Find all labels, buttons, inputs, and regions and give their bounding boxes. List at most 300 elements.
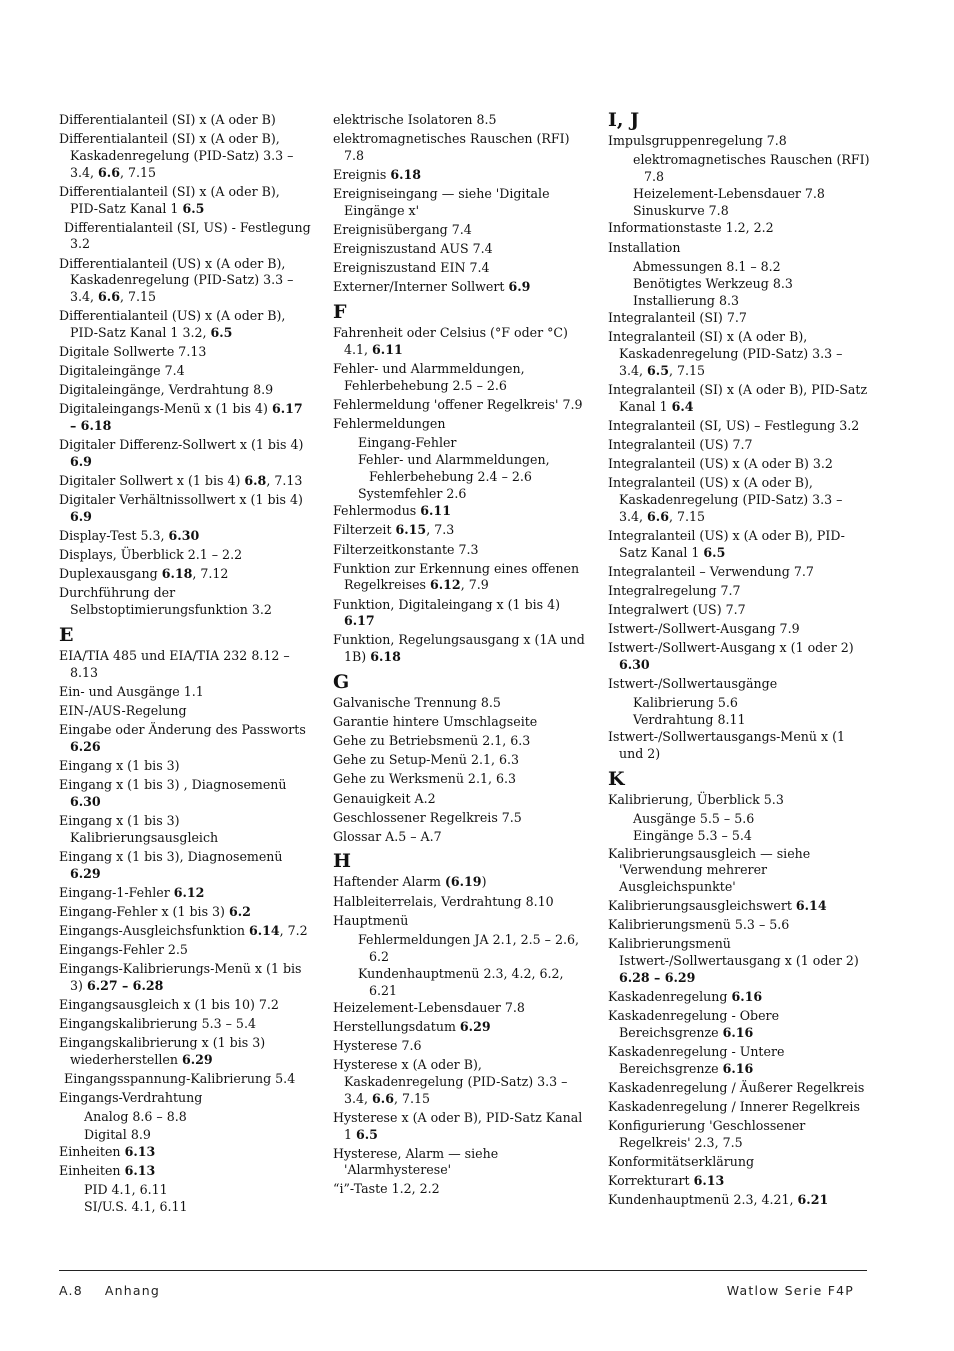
page-ref-bold: 6.30 bbox=[70, 793, 101, 809]
index-entry bbox=[608, 240, 870, 257]
page-ref-bold: 6.8 bbox=[244, 473, 267, 489]
index-entry bbox=[608, 898, 870, 915]
index-entry bbox=[608, 564, 870, 581]
entry-text: Ein- und Ausgänge 1.1 bbox=[59, 683, 204, 699]
entry-text: Digitaleingänge, Verdrahtung 8.9 bbox=[59, 382, 274, 398]
index-subentry bbox=[608, 186, 870, 203]
index-entry bbox=[333, 695, 589, 712]
index-subentry bbox=[608, 203, 870, 220]
entry-text: Gehe zu Werksmenü 2.1, 6.3 bbox=[333, 771, 516, 787]
entry-text: Digitaleingangs-Menü x (1 bis 4) bbox=[59, 401, 272, 417]
entry-text: Integralregelung 7.7 bbox=[608, 582, 741, 598]
entry-text: Hysterese 7.6 bbox=[333, 1037, 422, 1053]
index-entry bbox=[59, 363, 311, 380]
entry-text: Eingangs-Fehler 2.5 bbox=[59, 942, 188, 958]
index-column-2 bbox=[333, 112, 589, 1201]
entry-text: Kalibrierungsmenü Istwert-/Sollwertausgang x (1 oder 2) bbox=[608, 936, 859, 969]
entry-text: Differentialanteil (SI) x (A oder B), PID-Satz Kanal 1 bbox=[59, 183, 280, 216]
page-ref-bold: 6.5 bbox=[182, 200, 205, 216]
index-entry bbox=[608, 1173, 870, 1190]
entry-text: Informationstaste 1.2, 2.2 bbox=[608, 220, 774, 236]
entry-text: Fehlermodus bbox=[333, 503, 421, 519]
entry-text: Kalibrierung 5.6 bbox=[633, 695, 738, 711]
entry-text: Eingang-Fehler bbox=[358, 435, 457, 451]
entry-text: Einheiten bbox=[59, 1143, 125, 1159]
index-entry bbox=[333, 1019, 589, 1036]
index-entry bbox=[59, 1071, 311, 1088]
index-entry bbox=[59, 703, 311, 720]
index-entry bbox=[608, 310, 870, 327]
page-ref-bold: 6.13 bbox=[124, 1162, 156, 1178]
entry-text: Haftender Alarm bbox=[333, 874, 445, 890]
entry-text: Eingangsspannung-Kalibrierung 5.4 bbox=[64, 1071, 296, 1087]
entry-text: Digital 8.9 bbox=[84, 1126, 151, 1142]
entry-text: Konfigurierung 'Geschlossener Regelkreis' 2.3, 7.5 bbox=[608, 1118, 806, 1150]
entry-text: Integralanteil (SI) x (A oder B), PID-Satz Kanal 1 bbox=[608, 381, 868, 414]
index-entry bbox=[59, 473, 311, 490]
page-ref-bold: 6.30 bbox=[168, 528, 200, 544]
entry-text: , 7.2 bbox=[279, 922, 308, 938]
index-letter-heading: E bbox=[59, 624, 74, 647]
entry-text: , 7.9 bbox=[460, 577, 489, 593]
entry-text: Eingangs-Kalibrierungs-Menü x (1 bis 3) bbox=[59, 961, 302, 993]
entry-text: Halbleiterrelais, Verdrahtung 8.10 bbox=[333, 893, 554, 909]
entry-text: Eingangsausgleich x (1 bis 10) 7.2 bbox=[59, 997, 279, 1013]
entry-text: Konformitätserklärung bbox=[608, 1154, 755, 1170]
entry-text: Filterzeit bbox=[333, 522, 396, 538]
entry-text: , 7.15 bbox=[119, 164, 157, 180]
index-entry bbox=[608, 676, 870, 693]
index-entry bbox=[333, 167, 589, 184]
page-ref-bold: 6.18 bbox=[390, 166, 422, 182]
entry-text: , 7.13 bbox=[266, 473, 303, 489]
entry-text: Korrekturart bbox=[608, 1173, 694, 1189]
entry-text: , 7.15 bbox=[393, 1090, 431, 1106]
index-letter-heading: I, J bbox=[608, 109, 640, 131]
page-ref-bold: 6.30 bbox=[619, 656, 650, 672]
page-ref-bold: 6.12 bbox=[173, 884, 205, 900]
index-entry bbox=[59, 1163, 311, 1180]
page-ref-bold: 6.17 – 6.18 bbox=[70, 401, 303, 434]
index-entry bbox=[608, 1154, 870, 1171]
index-entry bbox=[608, 456, 870, 473]
entry-text: Integralanteil (US) x (A oder B) 3.2 bbox=[608, 456, 833, 472]
page-ref-bold: 6.2 bbox=[228, 903, 251, 919]
index-entry bbox=[333, 1057, 589, 1107]
page-ref-bold: 6.14 bbox=[248, 922, 280, 938]
entry-text: Hysterese, Alarm — siehe 'Alarmhysterese' bbox=[333, 1145, 499, 1178]
index-entry bbox=[333, 542, 589, 559]
index-entry bbox=[59, 758, 311, 775]
index-subentry bbox=[608, 276, 870, 293]
page-ref-bold: 6.6 bbox=[647, 508, 669, 524]
page-ref-bold: 6.21 bbox=[797, 1192, 829, 1208]
index-entry bbox=[59, 492, 311, 526]
index-entry bbox=[608, 1044, 870, 1078]
entry-text: Filterzeitkonstante 7.3 bbox=[333, 541, 479, 557]
index-entry bbox=[608, 936, 870, 986]
entry-text: , 7.12 bbox=[192, 566, 229, 582]
index-letter-heading: K bbox=[608, 768, 625, 791]
index-entry bbox=[608, 1118, 870, 1152]
entry-text: Istwert-/Sollwert-Ausgang x (1 oder 2) bbox=[608, 640, 854, 656]
entry-text: Kaskadenregelung / Innerer Regelkreis bbox=[608, 1099, 860, 1115]
entry-text: Eingänge 5.3 – 5.4 bbox=[633, 828, 752, 844]
index-entry bbox=[333, 361, 589, 395]
index-entry bbox=[333, 771, 589, 788]
entry-text: Integralanteil (SI, US) – Festlegung 3.2 bbox=[608, 417, 860, 433]
page-ref-bold: 6.11 bbox=[420, 503, 451, 519]
entry-text: Eingang x (1 bis 3), Diagnosemenü bbox=[59, 848, 283, 864]
entry-text: Differentialanteil (US) x (A oder B), PID-Satz Kanal 1 3.2, bbox=[59, 308, 286, 341]
entry-text: Gehe zu Setup-Menü 2.1, 6.3 bbox=[333, 752, 520, 768]
index-entry bbox=[333, 714, 589, 731]
index-entry bbox=[608, 621, 870, 638]
entry-text: Eingangskalibrierung 5.3 – 5.4 bbox=[59, 1016, 256, 1032]
index-subentry bbox=[333, 435, 589, 452]
entry-text: Heizelement-Lebensdauer 7.8 bbox=[633, 186, 825, 202]
page-ref-bold: 6.29 bbox=[459, 1018, 491, 1034]
index-entry bbox=[59, 184, 311, 218]
entry-text: Funktion zur Erkennung eines offenen Regelkreises bbox=[333, 560, 580, 593]
index-entry bbox=[608, 1080, 870, 1097]
page-ref-bold: 6.26 bbox=[70, 738, 101, 754]
entry-text: Ereigniseingang — siehe 'Digitale Eingänge x' bbox=[333, 186, 550, 218]
entry-text: Eingang-1-Fehler bbox=[59, 884, 174, 900]
entry-text: Integralanteil – Verwendung 7.7 bbox=[608, 563, 814, 579]
index-entry bbox=[59, 684, 311, 701]
index-entry bbox=[333, 561, 589, 595]
index-entry bbox=[333, 829, 589, 846]
index-letter-heading: H bbox=[333, 850, 351, 873]
page-ref-bold: 6.4 bbox=[671, 398, 694, 414]
index-entry bbox=[333, 1110, 589, 1144]
entry-text: , 7.15 bbox=[668, 508, 706, 524]
page-ref-bold: 6.12 bbox=[430, 577, 461, 593]
entry-text: Kalibrierung, Überblick 5.3 bbox=[608, 792, 784, 808]
index-subentry bbox=[608, 828, 870, 845]
index-entry bbox=[59, 849, 311, 883]
entry-text: Fehlermeldung 'offener Regelkreis' 7.9 bbox=[333, 396, 583, 412]
index-entry bbox=[608, 220, 870, 237]
index-entry bbox=[59, 220, 311, 254]
entry-text: Integralanteil (SI) 7.7 bbox=[608, 310, 747, 326]
entry-text: Systemfehler 2.6 bbox=[358, 486, 467, 502]
entry-text: Digitale Sollwerte 7.13 bbox=[59, 344, 207, 360]
index-entry bbox=[59, 256, 311, 306]
index-subentry bbox=[59, 1182, 311, 1199]
index-entry bbox=[333, 810, 589, 827]
index-entry bbox=[608, 133, 870, 150]
entry-text: EIA/TIA 485 und EIA/TIA 232 8.12 – 8.13 bbox=[59, 648, 290, 680]
entry-text: Integralanteil (SI) x (A oder B), Kaskadenregelung (PID-Satz) 3.3 – 3.4, bbox=[608, 329, 843, 378]
index-entry bbox=[59, 923, 311, 940]
index-entry bbox=[333, 1000, 589, 1017]
index-entry bbox=[59, 547, 311, 564]
page-ref-bold: 6.5 bbox=[356, 1126, 378, 1142]
page-ref-bold: 6.28 – 6.29 bbox=[619, 970, 696, 985]
page-ref-bold: 6.17 bbox=[344, 613, 375, 629]
index-entry bbox=[59, 648, 311, 682]
entry-text: Kaskadenregelung / Äußerer Regelkreis bbox=[608, 1079, 865, 1095]
index-entry bbox=[333, 279, 589, 296]
page-ref-bold: 6.16 bbox=[731, 989, 763, 1005]
entry-text: Kaskadenregelung - Obere Bereichsgrenze bbox=[608, 1008, 780, 1040]
index-entry bbox=[333, 522, 589, 539]
entry-text: Fahrenheit oder Celsius (°F oder °C) 4.1, bbox=[333, 325, 568, 357]
index-entry bbox=[59, 1090, 311, 1107]
entry-text: ) bbox=[481, 874, 487, 890]
index-letter-heading: G bbox=[333, 671, 350, 694]
index-entry bbox=[333, 1146, 589, 1180]
entry-text: Kundenhauptmenü 2.3, 4.2, 6.2, 6.21 bbox=[358, 965, 564, 998]
entry-text: Display-Test 5.3, bbox=[59, 528, 169, 544]
index-subentry bbox=[333, 932, 589, 966]
entry-text: Eingang x (1 bis 3) Kalibrierungsausgleich bbox=[59, 813, 219, 845]
entry-text: Installierung 8.3 bbox=[633, 293, 739, 309]
entry-text: Fehlermeldungen JA 2.1, 2.5 – 2.6, 6.2 bbox=[358, 931, 579, 964]
entry-text: Kundenhauptmenü 2.3, 4.21, bbox=[608, 1192, 798, 1208]
index-subentry bbox=[608, 152, 870, 186]
index-entry bbox=[333, 241, 589, 258]
index-entry bbox=[608, 640, 870, 674]
index-entry bbox=[608, 1192, 870, 1209]
page-ref-bold: 6.6 bbox=[372, 1090, 394, 1106]
page-ref-bold: 6.18 bbox=[370, 649, 401, 665]
index-entry bbox=[608, 382, 870, 416]
entry-text: Durchführung der Selbstoptimierungsfunktion 3.2 bbox=[59, 585, 272, 618]
index-entry bbox=[608, 917, 870, 934]
index-entry bbox=[59, 885, 311, 902]
entry-text: , 7.15 bbox=[119, 289, 157, 305]
entry-text: Glossar A.5 – A.7 bbox=[333, 828, 442, 844]
index-entry bbox=[333, 131, 589, 165]
entry-text: Einheiten bbox=[59, 1162, 125, 1178]
entry-text: Funktion, Regelungsausgang x (1A und 1B) bbox=[333, 632, 585, 665]
index-entry bbox=[59, 722, 311, 756]
entry-text: Istwert-/Sollwertausgangs-Menü x (1 und 2) bbox=[608, 729, 846, 762]
index-subentry bbox=[608, 293, 870, 310]
entry-text: “i”-Taste 1.2, 2.2 bbox=[333, 1181, 440, 1197]
page-ref-bold: 6.18 bbox=[161, 566, 193, 582]
index-entry bbox=[59, 566, 311, 583]
entry-text: Garantie hintere Umschlagseite bbox=[333, 714, 538, 730]
entry-text: Kaskadenregelung bbox=[608, 989, 732, 1005]
entry-text: Differentialanteil (SI) x (A oder B) bbox=[59, 112, 276, 127]
entry-text: Hysterese x (A oder B), PID-Satz Kanal 1 bbox=[333, 1109, 583, 1142]
index-entry bbox=[333, 1181, 589, 1198]
entry-text: Eingabe oder Änderung des Passworts bbox=[59, 722, 306, 738]
index-entry bbox=[59, 112, 311, 129]
index-entry bbox=[59, 1144, 311, 1161]
page-ref-bold: 6.13 bbox=[124, 1143, 156, 1159]
entry-text: Digitaler Differenz-Sollwert x (1 bis 4) bbox=[59, 437, 304, 453]
entry-text: Ereigniszustand EIN 7.4 bbox=[333, 260, 490, 276]
index-entry bbox=[608, 475, 870, 525]
page-ref-bold: 6.9 bbox=[70, 454, 92, 470]
entry-text: Impulsgruppenregelung 7.8 bbox=[608, 133, 787, 148]
index-entry bbox=[608, 583, 870, 600]
page-ref-bold: 6.13 bbox=[693, 1173, 725, 1189]
index-entry bbox=[59, 942, 311, 959]
index-entry bbox=[59, 308, 311, 342]
entry-text: Digitaler Sollwert x (1 bis 4) bbox=[59, 473, 245, 489]
index-entry bbox=[333, 1038, 589, 1055]
entry-text: Hysterese x (A oder B), Kaskadenregelung (PID-Satz) 3.3 – 3.4, bbox=[333, 1057, 568, 1106]
page-ref-bold: 6.9 bbox=[70, 509, 92, 525]
index-entry bbox=[608, 1008, 870, 1042]
index-entry bbox=[333, 416, 589, 433]
entry-text: Fehler- und Alarmmeldungen, Fehlerbehebung 2.4 – 2.6 bbox=[358, 452, 550, 484]
index-entry bbox=[333, 894, 589, 911]
entry-text: Gehe zu Betriebsmenü 2.1, 6.3 bbox=[333, 733, 531, 749]
index-subentry bbox=[333, 966, 589, 1000]
index-entry bbox=[608, 528, 870, 562]
entry-text: Funktion, Digitaleingang x (1 bis 4) bbox=[333, 596, 561, 612]
entry-text: Eingangs-Ausgleichsfunktion bbox=[59, 922, 249, 938]
entry-text: EIN-/AUS-Regelung bbox=[59, 703, 187, 719]
page-ref-bold: 6.5 bbox=[210, 325, 233, 341]
entry-text: Externer/Interner Sollwert bbox=[333, 279, 509, 295]
index-entry bbox=[333, 186, 589, 220]
page-ref-bold: 6.11 bbox=[372, 341, 403, 357]
entry-text: Sinuskurve 7.8 bbox=[633, 203, 729, 219]
entry-text: Eingang-Fehler x (1 bis 3) bbox=[59, 903, 229, 919]
entry-text: Eingang x (1 bis 3) , Diagnosemenü bbox=[59, 777, 287, 793]
index-entry bbox=[59, 997, 311, 1014]
entry-text: Ausgänge 5.5 – 5.6 bbox=[633, 811, 755, 827]
entry-text: Differentialanteil (SI, US) - Festlegung 3.2 bbox=[64, 219, 311, 252]
entry-text: Duplexausgang bbox=[59, 566, 162, 582]
entry-text: Analog 8.6 – 8.8 bbox=[84, 1109, 187, 1125]
entry-text: Abmessungen 8.1 – 8.2 bbox=[633, 258, 781, 274]
entry-text: PID 4.1, 6.11 bbox=[84, 1181, 168, 1197]
entry-text: Fehlermeldungen bbox=[333, 415, 446, 431]
section-name: Anhang bbox=[104, 1283, 160, 1298]
entry-text: Differentialanteil (SI) x (A oder B), Kaskadenregelung (PID-Satz) 3.3 – 3.4, bbox=[59, 131, 294, 180]
entry-text: Integralanteil (US) 7.7 bbox=[608, 436, 753, 452]
index-entry bbox=[59, 401, 311, 435]
entry-text: Galvanische Trennung 8.5 bbox=[333, 695, 501, 711]
entry-text: elektromagnetisches Rauschen (RFI) 7.8 bbox=[333, 131, 570, 163]
index-entry bbox=[333, 112, 589, 129]
index-entry bbox=[333, 874, 589, 891]
entry-text: , 7.15 bbox=[668, 362, 706, 378]
entry-text: elektrische Isolatoren 8.5 bbox=[333, 112, 497, 127]
index-subentry bbox=[608, 695, 870, 712]
page-ref-bold: 6.29 bbox=[181, 1052, 213, 1068]
index-subentry bbox=[59, 1199, 311, 1216]
index-entry bbox=[59, 961, 311, 995]
entry-text: Kalibrierungsausgleich — siehe 'Verwendung mehrerer Ausgleichspunkte' bbox=[608, 845, 811, 895]
entry-text: Kaskadenregelung - Untere Bereichsgrenze bbox=[608, 1044, 785, 1076]
index-column-3 bbox=[608, 109, 870, 1211]
index-entry bbox=[333, 397, 589, 414]
index-entry bbox=[333, 733, 589, 750]
page-ref-bold: 6.6 bbox=[98, 289, 120, 305]
product-name: Watlow Serie F4P bbox=[726, 1283, 854, 1298]
entry-text: Eingangskalibrierung x (1 bis 3) wiederherstellen bbox=[59, 1035, 266, 1068]
entry-text: Kalibrierungsausgleichswert bbox=[608, 898, 796, 914]
index-entry bbox=[608, 729, 870, 763]
footer-right bbox=[727, 1283, 854, 1298]
index-entry bbox=[608, 437, 870, 454]
entry-text: Benötigtes Werkzeug 8.3 bbox=[633, 275, 793, 291]
index-entry bbox=[59, 1035, 311, 1069]
index-entry bbox=[59, 1016, 311, 1033]
page-ref-bold: 6.27 – 6.28 bbox=[86, 977, 164, 993]
index-entry bbox=[59, 528, 311, 545]
index-subentry bbox=[59, 1127, 311, 1144]
entry-text: Heizelement-Lebensdauer 7.8 bbox=[333, 999, 525, 1015]
entry-text: SI/U.S. 4.1, 6.11 bbox=[84, 1199, 188, 1215]
index-subentry bbox=[59, 1109, 311, 1126]
page-ref-bold: 6.9 bbox=[508, 279, 531, 295]
page-number: A.8 bbox=[59, 1283, 83, 1298]
entry-text: Istwert-/Sollwert-Ausgang 7.9 bbox=[608, 621, 800, 637]
entry-text: Digitaler Verhältnissollwert x (1 bis 4) bbox=[59, 492, 303, 508]
index-entry bbox=[608, 1099, 870, 1116]
index-entry bbox=[333, 597, 589, 631]
index-entry bbox=[333, 913, 589, 930]
index-entry bbox=[333, 791, 589, 808]
index-entry bbox=[608, 846, 870, 896]
index-entry bbox=[608, 329, 870, 379]
entry-text: Installation bbox=[608, 239, 681, 255]
index-entry bbox=[608, 792, 870, 809]
page-ref-bold: 6.16 bbox=[722, 1060, 754, 1076]
page-ref-bold: 6.16 bbox=[722, 1024, 754, 1040]
entry-text: Kalibrierungsmenü 5.3 – 5.6 bbox=[608, 917, 790, 933]
index-entry bbox=[608, 418, 870, 435]
entry-text: Geschlossener Regelkreis 7.5 bbox=[333, 809, 522, 825]
entry-text: Displays, Überblick 2.1 – 2.2 bbox=[59, 547, 243, 563]
index-subentry bbox=[608, 811, 870, 828]
page-ref-bold: 6.5 bbox=[647, 362, 669, 378]
entry-text: Genauigkeit A.2 bbox=[333, 790, 436, 806]
index-entry bbox=[608, 989, 870, 1006]
footer-rule bbox=[59, 1270, 867, 1271]
entry-text: Integralanteil (US) x (A oder B), PID-Satz Kanal 1 bbox=[608, 527, 845, 560]
index-entry bbox=[59, 777, 311, 811]
entry-text: Ereignis bbox=[333, 166, 391, 182]
index-entry bbox=[333, 260, 589, 277]
entry-text: Ereignisübergang 7.4 bbox=[333, 221, 472, 237]
index-entry bbox=[333, 632, 589, 666]
page-ref-bold: (6.19 bbox=[444, 874, 482, 890]
index-column-1 bbox=[59, 112, 311, 1216]
index-subentry bbox=[333, 452, 589, 486]
entry-text: Fehler- und Alarmmeldungen, Fehlerbehebung 2.5 – 2.6 bbox=[333, 360, 525, 393]
entry-text: elektromagnetisches Rauschen (RFI) 7.8 bbox=[633, 152, 870, 184]
entry-text: Istwert-/Sollwertausgänge bbox=[608, 676, 778, 691]
index-entry bbox=[59, 437, 311, 471]
entry-text: Eingangs-Verdrahtung bbox=[59, 1090, 203, 1106]
index-entry bbox=[333, 325, 589, 359]
entry-text: Verdrahtung 8.11 bbox=[633, 712, 746, 728]
entry-text: , 7.3 bbox=[426, 522, 455, 538]
index-entry bbox=[59, 813, 311, 847]
entry-text: Integralanteil (US) x (A oder B), Kaskadenregelung (PID-Satz) 3.3 – 3.4, bbox=[608, 475, 843, 524]
page-ref-bold: 6.29 bbox=[70, 865, 101, 881]
index-entry bbox=[59, 382, 311, 399]
index-entry bbox=[59, 131, 311, 181]
entry-text: Differentialanteil (US) x (A oder B), Kaskadenregelung (PID-Satz) 3.3 – 3.4, bbox=[59, 255, 294, 305]
index-entry bbox=[59, 585, 311, 619]
index-entry bbox=[59, 344, 311, 361]
index-entry bbox=[608, 602, 870, 619]
index-subentry bbox=[608, 259, 870, 276]
